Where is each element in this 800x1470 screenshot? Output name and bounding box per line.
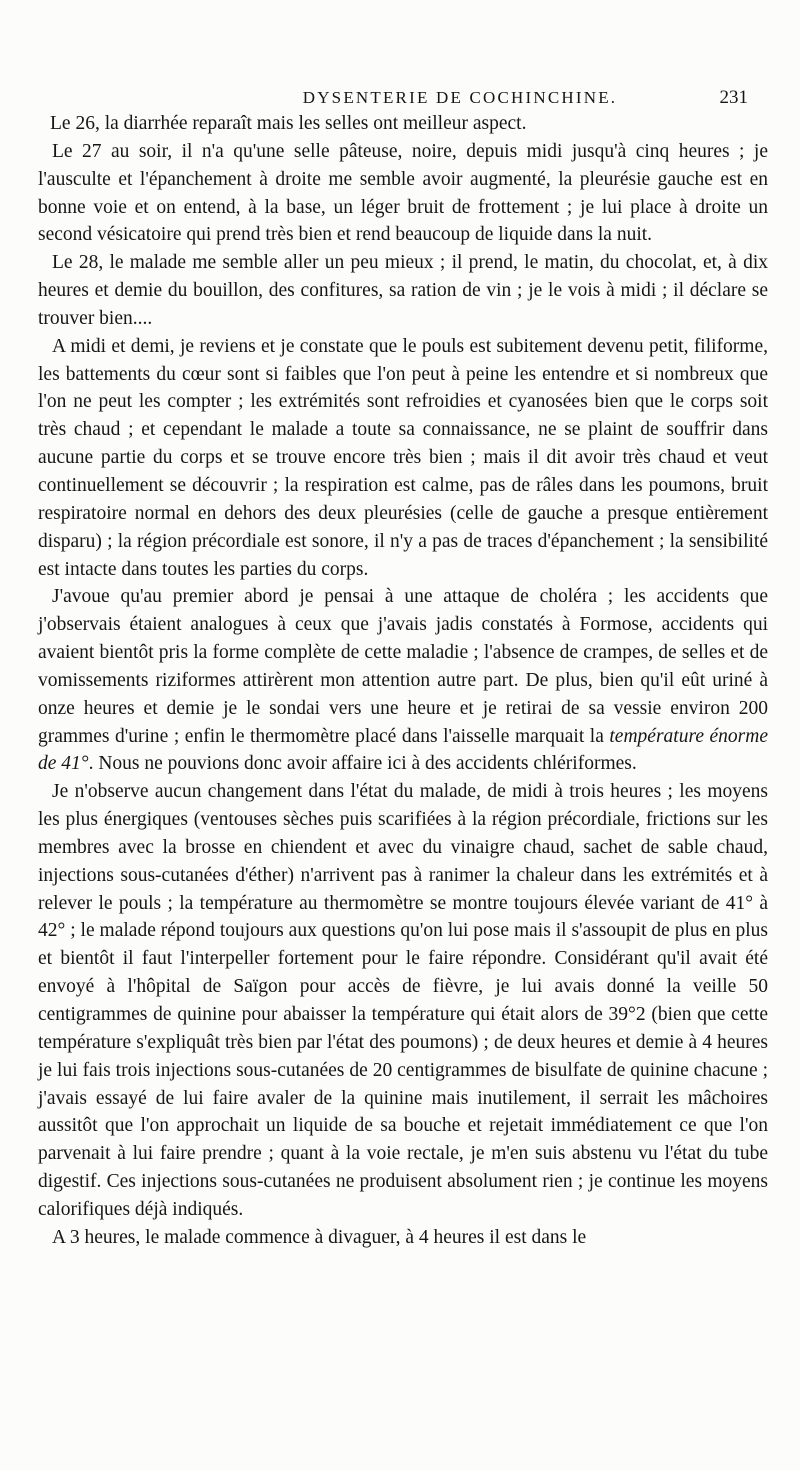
running-title: DYSENTERIE DE COCHINCHINE. <box>302 88 618 107</box>
paragraph: A 3 heures, le malade commence à divaguer, à 4 heures il est dans le <box>52 1226 587 1248</box>
paragraph <box>38 583 768 778</box>
paragraph: Le 26, la diarrhée reparaît mais les selles ont meilleur aspect. <box>50 113 527 134</box>
page-header <box>150 84 770 112</box>
page-number: 231 <box>719 87 748 108</box>
paragraph: A midi et demi, je reviens et je constate que le pouls est subitement devenu petit, filiforme, les battements du cœur sont si faibles que l'on peut à peine les entendre et si nombreux que l'on ne peut les compter ; les extrémités sont refroidies et cyanosées bien que le corps soit très chaud ; et cependant le malade a toute sa connaissance, ne se plaint de souffrir dans aucune partie du corps et se trouve encore très bien ; mais il dit avoir très chaud et veut continuellement se découvrir ; la respiration est calme, pas de râles dans les poumons, bruit respiratoire normal en dehors des deux pleurésies (celle de gauche a presque entièrement disparu) ; la région précordiale est sonore, il n'y a pas de traces d'épanchement ; la sensibilité est intacte dans toutes les parties du corps. <box>38 335 768 580</box>
italic-phrase: température énorme de 41° <box>38 725 768 775</box>
paragraph-text: J'avoue qu'au premier abord je pensai à une attaque de choléra ; les accidents que j'observais étaient analogues à ceux que j'avais jadis constatés à Formose, accidents qui avaient bientôt pris la forme complète de cette maladie ; l'absence de crampes, de selles et de vomissements riziformes attirèrent mon attention autre part. De plus, bien qu'il eût uriné à onze heures et demie je le sondai vers une heure et je retirai de sa vessie environ 200 grammes d'urine ; enfin le thermomètre placé dans l'aisselle marquait la <box>38 586 768 747</box>
paragraph: Je n'observe aucun changement dans l'état du malade, de midi à trois heures ; les moyens les plus énergiques (ventouses sèches puis scarifiées à la région précordiale, frictions sur les membres avec la brosse en chiendent et avec du vinaigre chaud, sachet de sable chaud, injections sous-cutanées d'éther) n'arrivent pas à ranimer la chaleur dans les extrémités et à relever le pouls ; la température au thermomètre se montre toujours élevée variant de 41° à 42° ; le malade répond toujours aux questions qu'on lui pose mais il s'assoupit de plus en plus et bientôt il faut l'interpeller fortement pour le faire répondre. Considérant qu'il avait été envoyé à l'hôpital de Saïgon pour accès de fièvre, je lui avais donné la veille 50 centigrammes de quinine pour abaisser la température qui était alors de 39°2 (bien que cette température s'expliquât très bien par l'état des poumons) ; de deux heures et demie à 4 heures je lui fais trois injections sous-cutanées de 20 centigrammes de bisulfate de quinine chacune ; j'avais essayé de lui faire avaler de la quinine mais inutilement, il serrait les mâchoires aussitôt que l'on approchait un liquide de sa bouche et rejetait immédiatement ce que l'on parvenait à lui faire prendre ; quant à la voie rectale, je m'en suis abstenu vu l'état du tube digestif. Ces injections sous-cutanées ne produisent absolument rien ; je continue les moyens calorifiques déjà indiqués. <box>38 781 768 1220</box>
paragraph: Le 28, le malade me semble aller un peu mieux ; il prend, le matin, du chocolat, et, à dix heures et demie du bouillon, des confitures, sa ration de vin ; je le vois à midi ; il déclare se trouver bien.... <box>38 252 768 329</box>
paragraph: Le 27 au soir, il n'a qu'une selle pâteuse, noire, depuis midi jusqu'à cinq heures ; je l'ausculte et l'épanchement à droite me semble avoir augmenté, la pleurésie gauche est en bonne voie et on entend, à la base, un léger bruit de frottement ; je lui place à droite un second vésicatoire qui prend très bien et rend beaucoup de liquide dans la nuit. <box>38 140 768 246</box>
paragraph-text-end: . Nous ne pouvions donc avoir affaire ici à des accidents chlériformes. <box>88 753 637 775</box>
body-text <box>38 110 768 1252</box>
